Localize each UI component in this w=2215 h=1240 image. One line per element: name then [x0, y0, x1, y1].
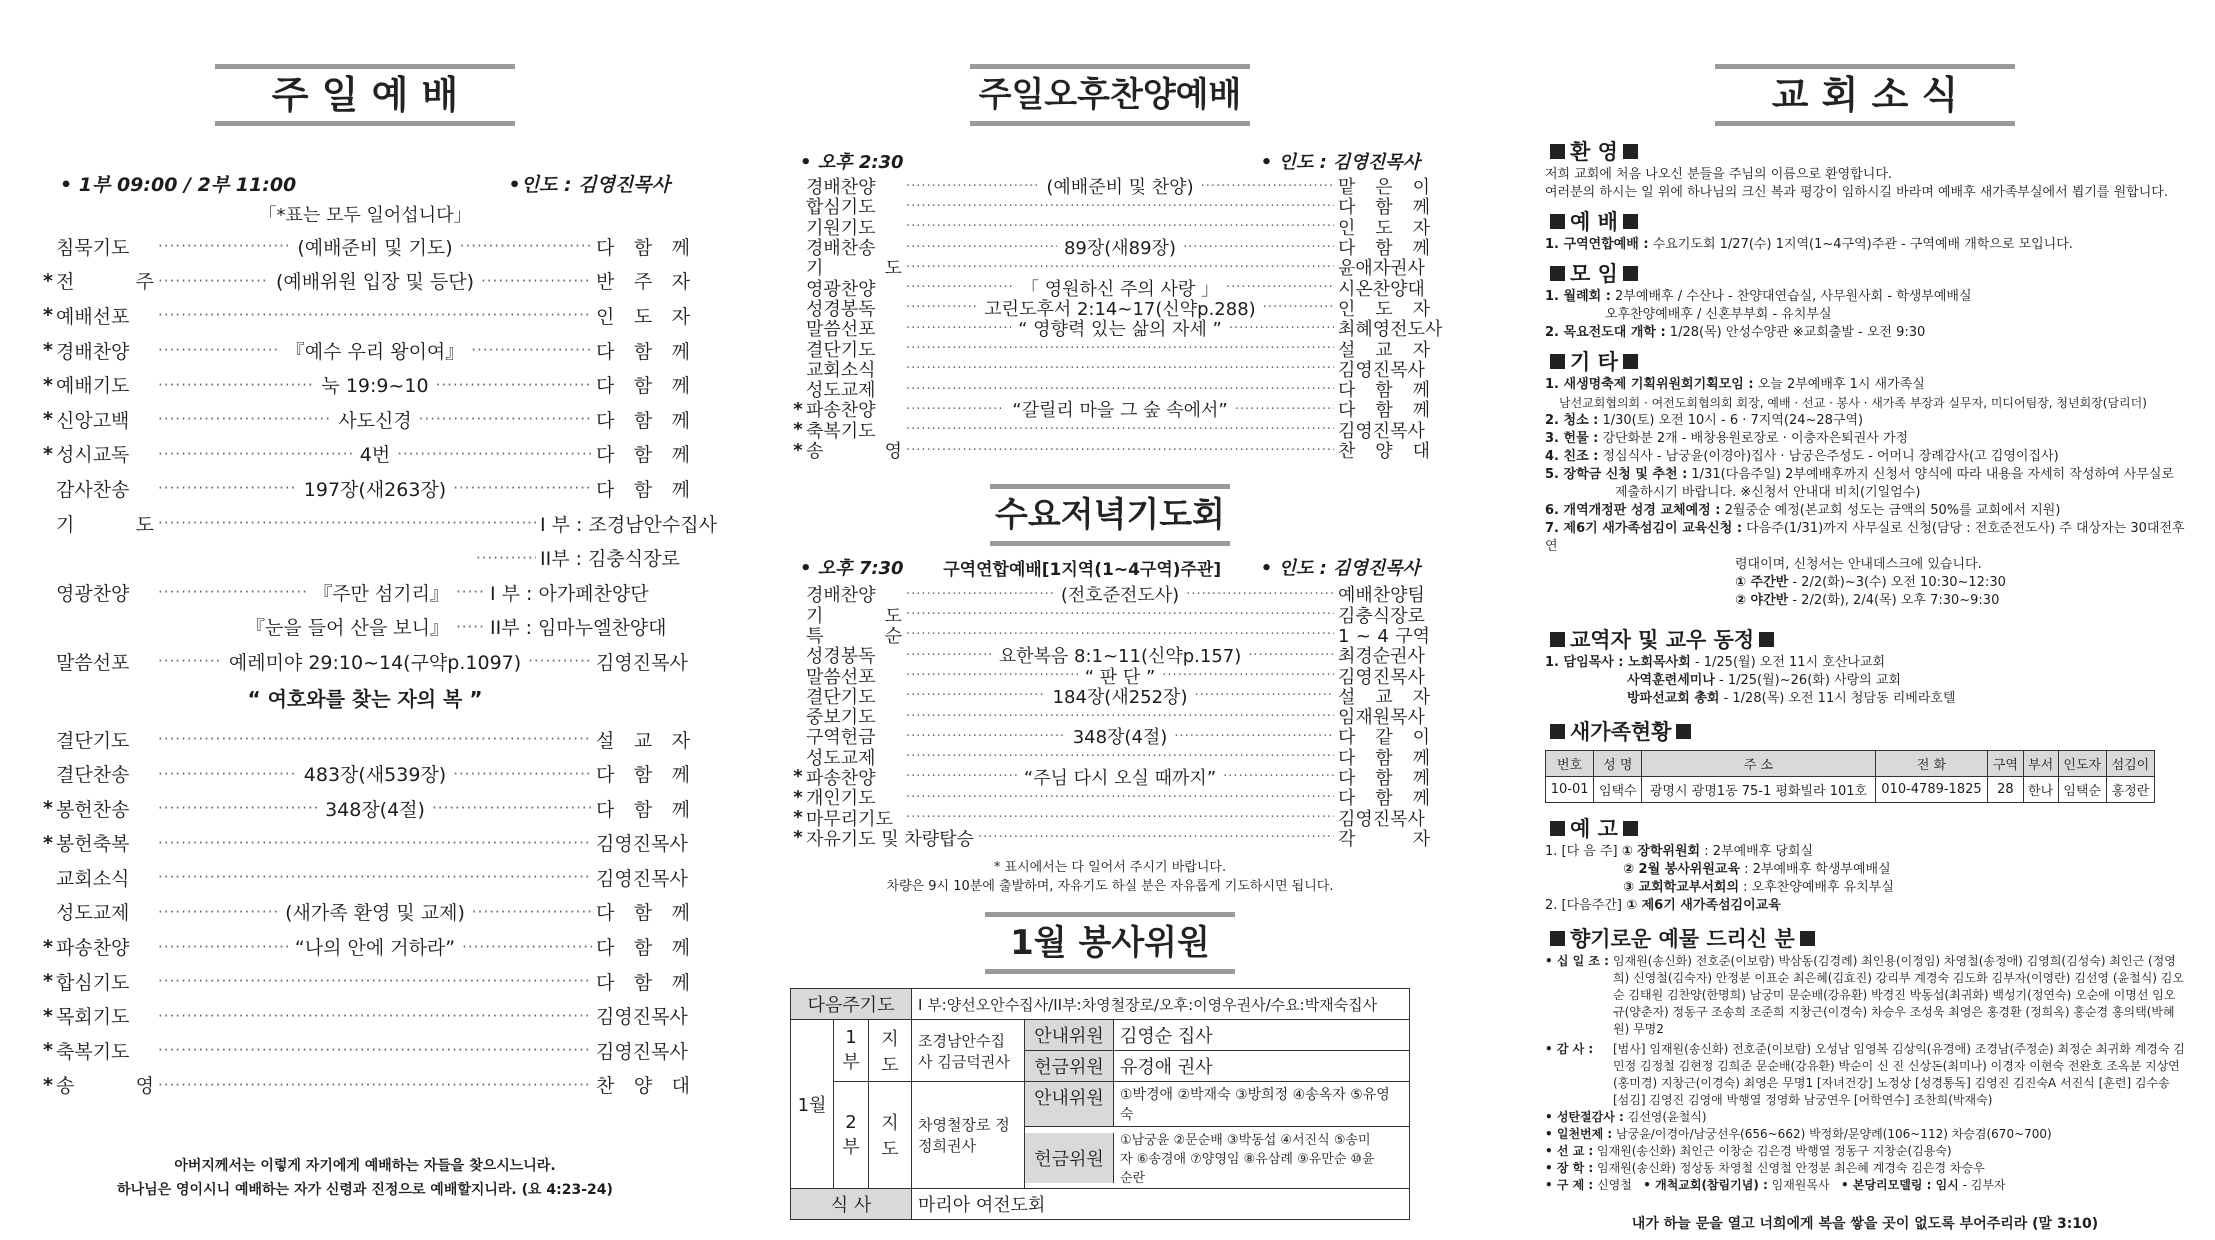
- order-person: 김충식장로: [1338, 605, 1425, 627]
- staff-heading: 교역자 및 교우 동정: [1545, 624, 2185, 654]
- pm-leader: • 인도 : 김영진목사: [1260, 152, 1420, 173]
- order-label: 경배찬양: [56, 340, 130, 363]
- order-label: 마무리기도: [806, 808, 893, 830]
- order-label: 결단기도: [56, 729, 130, 752]
- order-person: 다 함 께: [596, 798, 691, 821]
- order-content: “주님 다시 오실 때까지”: [1023, 767, 1217, 789]
- order-label: 파송찬양: [806, 400, 876, 422]
- order-label: 자유기도 및 차량탑승: [806, 828, 974, 850]
- order-label: 파송찬양: [806, 767, 876, 789]
- service-time: • 1부 09:00 / 2부 11:00: [60, 174, 297, 196]
- order-label: 송 영: [56, 1075, 154, 1098]
- order-row: * 전 주 ····· (예배위원 입장 및 등단) ····· 반 주 자: [40, 264, 690, 299]
- order-person: 인 도 자: [1338, 217, 1430, 239]
- order-content: (예배위원 입장 및 등단): [275, 271, 475, 294]
- order-label: 송 영: [806, 441, 902, 463]
- order-content: 89장(새89장): [1063, 238, 1177, 260]
- family-table-header: 전 화: [1875, 751, 1988, 777]
- order-person: 다 함 께: [1338, 380, 1430, 402]
- order-content: 「 영원하신 주의 사랑 」: [1021, 278, 1219, 300]
- order-row: * 합심기도 ····· 다 함 께: [40, 964, 690, 999]
- order-label: 교회소식: [806, 359, 876, 381]
- order-row: * 예배선포 ····· 인 도 자: [40, 298, 690, 333]
- order-person: 최경순권사: [1338, 646, 1425, 668]
- order-label: 기 도: [806, 258, 902, 280]
- order-person: 다 함 께: [1338, 238, 1430, 260]
- order-label: 봉헌찬송: [56, 798, 130, 821]
- order-person: 김영진목사: [596, 833, 688, 856]
- welcome-heading: 환 영: [1545, 136, 2185, 166]
- order-label: 결단기도: [806, 686, 876, 708]
- order-label: 전 주: [56, 271, 154, 294]
- order-person: 임재원목사: [1338, 707, 1425, 729]
- order-label: 예배기도: [56, 375, 130, 398]
- etc-heading: 기 타: [1545, 346, 2185, 376]
- order-person: 김영진목사: [1338, 808, 1425, 830]
- order-person: 다 함 께: [596, 236, 691, 259]
- order-content: 『예수 우리 왕이여』: [285, 340, 465, 363]
- order-content: (전호준전도사): [1060, 585, 1180, 607]
- order-label: 성경봉독: [806, 646, 876, 668]
- order-person: 다 함 께: [596, 478, 691, 501]
- order-label: 영광찬양: [806, 278, 876, 300]
- order-person: 설 교 자: [1338, 686, 1431, 708]
- order-row: [40, 722, 690, 757]
- family-table-cell: 010-4789-1825: [1875, 777, 1988, 803]
- wednesday-title: 수요저녁기도회: [990, 484, 1230, 546]
- order-label: 성도교제: [56, 902, 130, 925]
- order-person: 김영진목사: [596, 1006, 688, 1029]
- order-label: 경배찬양: [806, 177, 876, 199]
- meetings-heading: 모 임: [1545, 258, 2185, 288]
- family-table-cell: 임택순: [2058, 777, 2106, 803]
- order-label: 성도교제: [806, 747, 876, 769]
- order-row: * 성시교독 ····· 4번 ····· 다 함 께: [40, 437, 690, 472]
- order-label: 경배찬송: [806, 238, 876, 260]
- wed-time: • 오후 7:30: [800, 558, 904, 580]
- order-person: 다 함 께: [596, 902, 690, 925]
- order-person: 다 함 께: [1338, 400, 1431, 422]
- order-row: * 축복기도 ····· 김영진목사: [790, 420, 1430, 440]
- order-row: * 목회기도 ····· 김영진목사: [40, 998, 690, 1033]
- order-label: 파송찬양: [56, 937, 130, 960]
- order-content: “나의 안에 거하라”: [294, 937, 456, 960]
- order-person: 시온찬양대: [1338, 278, 1425, 300]
- order-row: * 송 영 ····· 찬 양 대: [40, 1068, 690, 1103]
- sunday-worship-title: 주 일 예 배: [215, 64, 515, 126]
- family-table-header: 부서: [2023, 751, 2058, 777]
- order-row: * 예배기도 ····· 눅 19:9~10 ····· 다 함 께: [40, 367, 690, 402]
- next-week-prayer-label: 다음주기도: [791, 989, 912, 1020]
- order-person: 김영진목사: [596, 867, 688, 890]
- offering-heading: 향기로운 예물 드리신 분: [1545, 923, 2185, 953]
- order-label: 경배찬양: [806, 585, 876, 607]
- family-table-cell: 한나: [2023, 777, 2058, 803]
- order-person: 다 함 께: [1338, 197, 1430, 219]
- order-content: 348장(4절): [1072, 727, 1168, 749]
- order-person: 맡 은 이: [1338, 177, 1430, 199]
- order-label: 봉헌축복: [56, 833, 130, 856]
- order-person: 다 함 께: [596, 340, 690, 363]
- new-family-heading: 새가족현황: [1545, 716, 2185, 746]
- order-label: 예배선포: [56, 305, 130, 328]
- order-person: 다 함 께: [596, 764, 691, 787]
- order-person: 다 같 이: [1338, 727, 1431, 749]
- order-person: 인 도 자: [1338, 298, 1430, 320]
- order-person: 다 함 께: [596, 409, 691, 432]
- pm-order-list: [790, 176, 1443, 463]
- servants-title: 1월 봉사위원: [985, 912, 1235, 974]
- order-row: * 축복기도 ····· 김영진목사: [40, 1033, 690, 1068]
- order-content: (예배준비 및 찬양): [1046, 177, 1194, 199]
- order-person: 다 함 께: [1338, 747, 1430, 769]
- order-label: 결단기도: [806, 339, 876, 361]
- order-person: 최혜영전도사: [1338, 319, 1443, 341]
- closing-verse: 내가 하늘 문을 열고 너희에게 복을 쌓을 곳이 없도록 부어주리라 (말 3:10): [1631, 1216, 2099, 1232]
- order-row: * 자유기도 및 차량탑승 ····· 각 자: [790, 828, 1430, 848]
- order-person: 다 함 께: [596, 937, 690, 960]
- order-person: 다 함 께: [596, 375, 691, 398]
- order-label: 말씀선포: [806, 319, 876, 341]
- order-row: * 파송찬양 ····· “주님 다시 오실 때까지” ····· 다 함 께: [790, 767, 1430, 787]
- family-table-cell: 임택수: [1594, 777, 1642, 803]
- order-content: 483장(새539장): [303, 764, 447, 787]
- wed-leader: • 인도 : 김영진목사: [1260, 558, 1420, 580]
- standing-note: 「*표는 모두 일어섭니다」: [258, 205, 472, 226]
- family-table-cell: 28: [1988, 777, 2023, 803]
- order-row: * 송 영 ····· 찬 양 대: [790, 440, 1430, 460]
- order-person: 찬 양 대: [1338, 441, 1430, 463]
- order-person: 다 함 께: [1338, 767, 1430, 789]
- wed-note-2: 차량은 9시 10분에 출발하며, 자유기도 하실 분은 자유롭게 기도하시면 됩니다.: [886, 879, 1334, 895]
- order-person: 김영진목사: [1338, 420, 1425, 442]
- wed-subtitle: 구역연합예배[1지역(1~4구역)주관]: [943, 559, 1222, 580]
- order-person: 다 함 께: [596, 444, 691, 467]
- family-table-header: 주 소: [1642, 751, 1875, 777]
- order-label: 개인기도: [806, 788, 876, 810]
- order-list-1: [40, 229, 690, 506]
- order-person: 김영진목사: [1338, 666, 1425, 688]
- order-label: 교회소식: [56, 867, 130, 890]
- order-person: 설 교 자: [596, 729, 690, 752]
- next-week-prayer: I 부:양선오안수집사/II부:차영철장로/오후:이영우권사/수요:박재숙집사: [912, 989, 1410, 1020]
- order-label: 합심기도: [806, 197, 876, 219]
- wed-note-1: * 표시에서는 다 일어서 주시기 바랍니다.: [993, 860, 1227, 876]
- order-person: 다 함 께: [596, 971, 690, 994]
- order-row: [40, 756, 690, 791]
- order-content: 요한복음 8:1~11(신약p.157): [998, 646, 1242, 668]
- order-person: 김영진목사: [596, 1040, 688, 1063]
- family-table-header: 구역: [1988, 751, 2023, 777]
- order-row: [40, 860, 690, 895]
- wed-order-list: [790, 584, 1430, 848]
- order-content: 사도신경: [338, 409, 412, 432]
- order-row: * 파송찬양 ····· “나의 안에 거하라” ····· 다 함 께: [40, 929, 690, 964]
- order-person: 설 교 자: [1338, 339, 1430, 361]
- afternoon-worship-title: 주일오후찬양예배: [970, 64, 1250, 126]
- order-content: “갈릴리 마을 그 숲 속에서”: [1012, 400, 1228, 422]
- order-person: 예배찬양팀: [1338, 585, 1425, 607]
- order-row-prayer-2: ····· II부 : 김충식장로: [40, 540, 690, 575]
- order-person: 김영진목사: [1338, 359, 1425, 381]
- order-label: 목회기도: [56, 1006, 130, 1029]
- order-content: 184장(새252장): [1052, 686, 1188, 708]
- order-row-prayer: 기 도 ····· I 부 : 조경남안수집사: [40, 506, 690, 541]
- order-content: 고린도후서 2:14~17(신약p.288): [984, 298, 1256, 320]
- order-content: “ 판 단 ”: [1084, 666, 1156, 688]
- order-row: * 파송찬양 ····· “갈릴리 마을 그 숲 속에서” ····· 다 함 께: [790, 399, 1430, 419]
- order-label: 합심기도: [56, 971, 130, 994]
- family-table-cell: 홍정란: [2106, 777, 2154, 803]
- family-table-header: 섬김이: [2106, 751, 2154, 777]
- order-row-praise-2: 『눈을 들어 산을 보니』 ····· II부 : 임마누엘찬양대: [40, 610, 690, 645]
- order-label: 성경봉독: [806, 298, 876, 320]
- new-family-table: [1545, 750, 2155, 803]
- order-label: 축복기도: [806, 420, 876, 442]
- order-row-praise: 영광찬양 ····· 『주만 섬기리』 ····· I 부 : 아가페찬양단: [40, 575, 690, 610]
- order-row: * 봉헌찬송 ····· 348장(4절) ····· 다 함 께: [40, 791, 690, 826]
- family-table-cell: 10-01: [1546, 777, 1594, 803]
- family-table-header: 인도자: [2058, 751, 2106, 777]
- order-label: 감사찬송: [56, 478, 130, 501]
- order-label: 성시교독: [56, 444, 130, 467]
- order-person: 찬 양 대: [596, 1075, 690, 1098]
- order-person: 각 자: [1338, 828, 1430, 850]
- order-row: * 신앙고백 ····· 사도신경 ····· 다 함 께: [40, 402, 690, 437]
- order-content: 348장(4절): [325, 798, 425, 821]
- order-person: 반 주 자: [596, 271, 691, 294]
- order-row: * 봉헌축복 ····· 김영진목사: [40, 826, 690, 861]
- order-list-2: [40, 722, 690, 1103]
- order-label: 축복기도: [56, 1040, 130, 1063]
- order-label: 결단찬송: [56, 764, 130, 787]
- pm-time: • 오후 2:30: [800, 152, 904, 173]
- order-label: 말씀선포: [806, 666, 876, 688]
- family-table-header: 성 명: [1594, 751, 1642, 777]
- order-content: 4번: [359, 444, 391, 467]
- service-leader: •인도 : 김영진목사: [508, 174, 670, 196]
- church-news-column: 교 회 소 식 환 영 저희 교회에 처음 나오신 분들을 주님의 이름으로 환영합니다. 여러분의 하시는 일 위에 하나님의 크신 복과 평강이 임하시길 바라며 예배후 새가족부실에서 뵙기를 원합니다. 예 배 1. 구역연합예배 : 수요기도회 1/27(수) 1지역(1~4구역)주관 - 구역예배 개학으로 모입니다. 모 임 1. 월례회 : 2부예배후 / 수산나 - 찬양대연습실, 사무원사회 - 학생부예배실 오후찬양예배후 / 신혼부부회 - 유치부실 2. 목요전도대 개학 : 1/28(목) 안성수양관 ※교회출발 - 오전 9:30 기 타 1. 새생명축제 기획위원회기획모임 : 오늘 2부예배후 1시 새가족실 남선교회협의회 · 여전도회협의회 회장, 예배 · 선교 · 봉사 · 새가족 부장과 실무자, 미디어팀장, 청년회장(담리더) 2. 청소 : 1/30(토) 오전 10시 - 6 · 7지역(24~28구역) 3. 헌물 : 강단화분 2개 - 배창용원로장로 · 이충자은퇴권사 가정 4. 친조 : 정심식사 - 남궁윤(이경아)집사 · 남궁은주성도 - 어머니 장례감사(고 김영이집사) 5. 장학금 신청 및 추천 : 1/31(다음주일) 2부예배후까지 신청서 양식에 따라 내용을 자세히 작성하여 사무실로 제출하시기 바랍니다. ※신청서 안내대 비치(기일엄수) 6. 개역개정판 성경 교체예정 : 2월중순 예정(본교회 성도는 금액의 50%를 교회에서 지원) 7. 제6기 새가족섬김이 교육신청 : 다음주(1/31)까지 사무실로 신청(담당 : 전호준전도사) 주 대상자는 30대전후 연 령대이며, 신청서는 안내데스크에 있습니다. ① 주간반 - 2/2(화)~3(수) 오전 10:30~12:30 ② 야간반 - 2/2(화), 2/4(목) 오후 7:30~9:30 교역자 및 교우 동정 1. 담임목사 : 노회목사회 - 1/25(월) 오전 11시 호산나교회 사역훈련세미나 - 1/25(월)~26(화) 사랑의 교회 방파선교회 총회 - 1/28(목) 오전 11시 청담동 리베라호텔 새가족현황 번호 성 명 주 소 전 화 구역 부서 인도자 섬김이 10-01 임택수 광명시 광명1동 75-1 평화빌라 101호 010-4789-1825 28 한나 임택순 홍정란 예 고 1. [다 음 주] ① 장학위원회 : 2부예배후 당회실 ② 2월 봉사위원교육 : 2부예배후 학생부예배실 ③ 교회학교부서회의 : 오후찬양예배후 유치부실 2. [다음주간] ① 제6기 새가족섬김이교육 향기로운 예물 드리신 분 • 십 일 조 : 임재원(송신화) 전호준(이보람) 박삼동(김경례) 최인용(이정임) 차영철(송정애) 김영희(김성숙) 최인근 (정영희) 신영철(김숙자) 안정분 이표순 최은혜(김효진) 강리부 계경숙 김도화 김부자(이영란) 김선영 (윤철식) 김오순 김태원 김찬양(한명희) 남궁미 문순배(강유환) 박경진 박동섭(최귀화) 백성기(정연숙) 오순애 이명선 임오규(양춘자) 정동구 조송희 조준희 지창근(이경숙) 차승우 조성욱 최영은 홍경환 (정희옥) 홍순경 홍의택(박혜원) 무명2 • 감 사 : [범사] 임재원(송신화) 전호준(이보람) 오성남 임영복 김상익(유경애) 조경남(주정순) 최정순 최귀화 계경숙 김민정 김정철 김현정 김희준 문순배(강유환) 박순이 신 진 신상돈(최미나) 이경자 이현숙 전완호 조옥분 지상연(홍미경) 지창근(이경숙) 최영은 무명1 [자녀건강] 노정상 [성경통독] 김영진 김진숙A 서진식 [훈련] 김수송 [섬김] 김영진 김영애 박행열 정영화 남궁연우 [어학연수] 조찬희(박재숙) • 성탄절감사 : 김선영(윤철식) • 일천번제 : 남궁윤/이경아/남궁선우(656~662) 박정화/문양례(106~112) 차승겸(670~700) • 선 교 : 임재원(송신화) 최인근 이창순 김은경 박행열 정동구 지창순(김용숙) • 장 학 : 임재원(송신화) 정상동 차영철 신영철 안정분 최은혜 계경숙 김은경 차승우 • 구 제 : 신영철 • 개척교회(참림기념) : 임재원목사 • 본당리모델링 : 임시 - 김부자 내가 하늘 문을 열고 너희에게 복을 쌓을 곳이 없도록 부어주리라 (말 3:10): [1545, 0, 2185, 1240]
- order-content: “ 영향력 있는 삶의 자세 ”: [1018, 319, 1222, 341]
- order-row: [40, 471, 690, 506]
- family-table-header: 번호: [1546, 751, 1594, 777]
- afternoon-column: [790, 0, 1443, 1240]
- order-label: 구역헌금: [806, 727, 876, 749]
- order-person: 인 도 자: [596, 305, 690, 328]
- servants-table: 다음주기도 I 부:양선오안수집사/II부:차영철장로/오후:이영우권사/수요:박재숙집사 1월 1부 지도 조경남안수집사 김금덕권사 안내위원 김영순 집사 헌금위원 유경애 권사 2부 지도 차영철장로 정정희권사 안내위원 ①박경애 ②박재숙 ③방희정 ④송옥자 ⑤유영숙 헌금위원 ①남궁윤 ②문순배 ③박동섭 ④서진식 ⑤송미자 ⑥송경애 ⑦양영임 ⑧유삼례 ⑨유만순 ⑩윤순란 식 사 마리아 여전도회: [790, 988, 1410, 1220]
- family-table-cell: 광명시 광명1동 75-1 평화빌라 101호: [1642, 777, 1875, 803]
- order-person: 다 함 께: [1338, 788, 1430, 810]
- sermon-title: “ 여호와를 찾는 자의 복 ”: [247, 686, 483, 711]
- order-row: * 경배찬양 ····· 『예수 우리 왕이여』 ····· 다 함 께: [40, 333, 690, 368]
- scripture-verse: 아버지께서는 이렇게 자기에게 예배하는 자들을 찾으시느니라. 하나님은 영이시니 예배하는 자가 신령과 진정으로 예배할지니라. (요 4:23-24): [117, 1158, 613, 1199]
- order-content: 눅 19:9~10: [321, 375, 429, 398]
- order-label: 침묵기도: [56, 236, 130, 259]
- order-label: 특 순: [806, 625, 902, 647]
- order-label: 신앙고백: [56, 409, 130, 432]
- order-content: 197장(새263장): [303, 478, 447, 501]
- order-row: * 개인기도 ····· 다 함 께: [790, 787, 1430, 807]
- order-content: (예배준비 및 기도): [297, 236, 453, 259]
- order-person: 윤애자권사: [1338, 258, 1425, 280]
- sunday-worship-column: [40, 0, 717, 1240]
- order-label: 중보기도: [806, 707, 876, 729]
- order-label: 기 도: [806, 605, 902, 627]
- order-label: 기원기도: [806, 217, 876, 239]
- order-row: [40, 229, 690, 264]
- order-content: (새가족 환영 및 교제): [285, 902, 465, 925]
- worship-heading: 예 배: [1545, 206, 2185, 236]
- order-label: 성도교제: [806, 380, 876, 402]
- order-row-sermon: 말씀선포 ····· 예레미야 29:10~14(구약p.1097) ····· 김영진목사: [40, 644, 690, 679]
- order-row: * 마무리기도 ····· 김영진목사: [790, 807, 1430, 827]
- order-person: 1 ~ 4 구역: [1338, 625, 1430, 647]
- church-news-title: 교 회 소 식: [1715, 64, 2015, 126]
- notice-heading: 예 고: [1545, 813, 2185, 843]
- order-row: [40, 895, 690, 930]
